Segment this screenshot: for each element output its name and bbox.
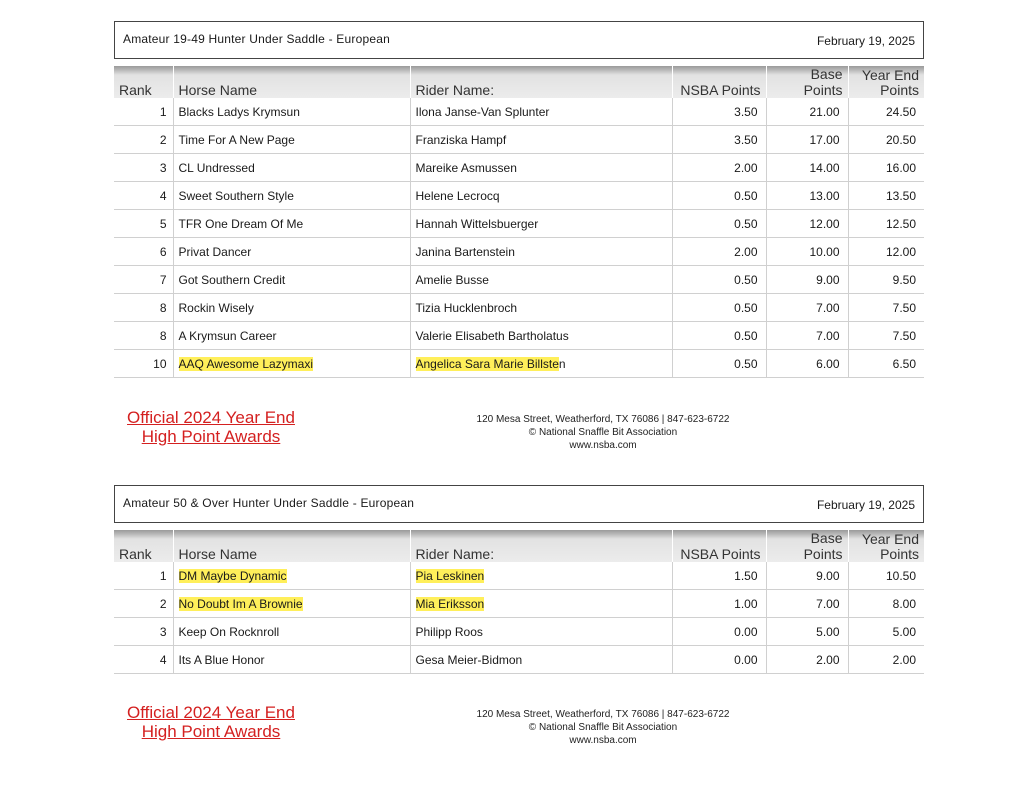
horse-cell: Time For A New Page	[173, 126, 410, 154]
nsba-points-cell: 0.50	[672, 266, 766, 294]
rider-cell: Philipp Roos	[410, 618, 672, 646]
header-rank: Rank	[114, 530, 173, 562]
base-points-cell: 12.00	[766, 210, 848, 238]
standings-table	[114, 530, 924, 674]
rank-cell: 3	[114, 154, 173, 182]
base-points-cell: 6.00	[766, 350, 848, 378]
base-points-cell: 7.00	[766, 294, 848, 322]
table-row	[114, 98, 924, 126]
class-title: Amateur 19-49 Hunter Under Saddle - European	[123, 32, 390, 46]
rank-cell: 10	[114, 350, 173, 378]
highlighted-rider-name: Mia Eriksson	[415, 596, 485, 611]
rider-cell: Amelie Busse	[410, 266, 672, 294]
base-points-cell: 17.00	[766, 126, 848, 154]
header-rider-name: Rider Name:	[410, 530, 672, 562]
association-contact	[418, 708, 788, 747]
nsba-points-cell: 3.50	[672, 98, 766, 126]
horse-cell: Blacks Ladys Krymsun	[173, 98, 410, 126]
table-row	[114, 126, 924, 154]
rank-cell: 2	[114, 590, 173, 618]
copyright-line: © National Snaffle Bit Association	[528, 722, 678, 733]
header-year-end-points: Year End Points	[848, 66, 924, 98]
highlighted-horse-name: DM Maybe Dynamic	[178, 568, 287, 583]
header-horse-name: Horse Name	[173, 530, 410, 562]
nsba-points-cell: 3.50	[672, 126, 766, 154]
table-row	[114, 294, 924, 322]
header-nsba-points: NSBA Points	[672, 66, 766, 98]
class-title-box	[114, 485, 924, 523]
table-header-row	[114, 66, 924, 98]
class-title: Amateur 50 & Over Hunter Under Saddle - European	[123, 496, 415, 510]
table-row	[114, 210, 924, 238]
year-end-awards-link[interactable]: Official 2024 Year End High Point Awards	[127, 408, 295, 446]
nsba-points-cell: 0.50	[672, 210, 766, 238]
rider-name-tail: n	[558, 356, 566, 371]
standings-table	[114, 66, 924, 378]
table-row	[114, 618, 924, 646]
rider-cell: Hannah Wittelsbuerger	[410, 210, 672, 238]
table-row	[114, 266, 924, 294]
base-points-cell: 9.00	[766, 562, 848, 590]
highlighted-horse-name: AAQ Awesome Lazymaxi	[178, 356, 314, 371]
header-horse-name: Horse Name	[173, 66, 410, 98]
rider-cell: Mareike Asmussen	[410, 154, 672, 182]
horse-cell	[173, 562, 410, 590]
rider-cell: Gesa Meier-Bidmon	[410, 646, 672, 674]
nsba-points-cell: 0.50	[672, 182, 766, 210]
base-points-cell: 7.00	[766, 590, 848, 618]
rank-cell: 8	[114, 322, 173, 350]
year-end-points-cell: 7.50	[848, 294, 924, 322]
rider-cell: Valerie Elisabeth Bartholatus	[410, 322, 672, 350]
horse-cell: Privat Dancer	[173, 238, 410, 266]
rider-cell	[410, 562, 672, 590]
base-points-cell: 10.00	[766, 238, 848, 266]
highlighted-horse-name: No Doubt Im A Brownie	[178, 596, 303, 611]
website-line: www.nsba.com	[569, 440, 637, 451]
table-row-highlighted	[114, 590, 924, 618]
rider-cell	[410, 590, 672, 618]
rank-cell: 4	[114, 182, 173, 210]
table-row	[114, 322, 924, 350]
table-row	[114, 182, 924, 210]
nsba-points-cell: 1.50	[672, 562, 766, 590]
address-line: 120 Mesa Street, Weatherford, TX 76086 | 847-623-6722	[476, 414, 730, 425]
year-end-points-cell: 20.50	[848, 126, 924, 154]
nsba-points-cell: 0.00	[672, 646, 766, 674]
horse-cell: TFR One Dream Of Me	[173, 210, 410, 238]
base-points-cell: 7.00	[766, 322, 848, 350]
horse-cell	[173, 590, 410, 618]
rank-cell: 4	[114, 646, 173, 674]
year-end-points-cell: 5.00	[848, 618, 924, 646]
header-year-end-points: Year End Points	[848, 530, 924, 562]
base-points-cell: 13.00	[766, 182, 848, 210]
base-points-cell: 2.00	[766, 646, 848, 674]
class-date: February 19, 2025	[816, 498, 915, 512]
table-header-row	[114, 530, 924, 562]
header-base-points: Base Points	[766, 530, 848, 562]
year-end-points-cell: 7.50	[848, 322, 924, 350]
horse-cell: CL Undressed	[173, 154, 410, 182]
base-points-cell: 9.00	[766, 266, 848, 294]
header-nsba-points: NSBA Points	[672, 530, 766, 562]
header-rider-name: Rider Name:	[410, 66, 672, 98]
table-row	[114, 646, 924, 674]
rider-cell: Janina Bartenstein	[410, 238, 672, 266]
rider-cell	[410, 350, 672, 378]
year-end-points-cell: 6.50	[848, 350, 924, 378]
rank-cell: 2	[114, 126, 173, 154]
nsba-points-cell: 2.00	[672, 238, 766, 266]
table-row-highlighted	[114, 350, 924, 378]
horse-cell: A Krymsun Career	[173, 322, 410, 350]
table-row-highlighted	[114, 562, 924, 590]
table-row	[114, 154, 924, 182]
year-end-points-cell: 24.50	[848, 98, 924, 126]
header-rank: Rank	[114, 66, 173, 98]
year-end-points-cell: 9.50	[848, 266, 924, 294]
rider-cell: Franziska Hampf	[410, 126, 672, 154]
copyright-line: © National Snaffle Bit Association	[528, 427, 678, 438]
base-points-cell: 21.00	[766, 98, 848, 126]
year-end-points-cell: 2.00	[848, 646, 924, 674]
year-end-points-cell: 12.50	[848, 210, 924, 238]
rider-cell: Ilona Janse-Van Splunter	[410, 98, 672, 126]
horse-cell: Its A Blue Honor	[173, 646, 410, 674]
rider-cell: Helene Lecrocq	[410, 182, 672, 210]
year-end-points-cell: 12.00	[848, 238, 924, 266]
base-points-cell: 14.00	[766, 154, 848, 182]
rank-cell: 5	[114, 210, 173, 238]
rank-cell: 1	[114, 562, 173, 590]
year-end-points-cell: 13.50	[848, 182, 924, 210]
class-title-box	[114, 21, 924, 59]
horse-cell: Sweet Southern Style	[173, 182, 410, 210]
nsba-points-cell: 0.50	[672, 322, 766, 350]
horse-cell: Rockin Wisely	[173, 294, 410, 322]
horse-cell: Got Southern Credit	[173, 266, 410, 294]
rank-cell: 3	[114, 618, 173, 646]
rank-cell: 7	[114, 266, 173, 294]
class-date: February 19, 2025	[816, 34, 915, 48]
year-end-points-cell: 16.00	[848, 154, 924, 182]
year-end-points-cell: 10.50	[848, 562, 924, 590]
rank-cell: 6	[114, 238, 173, 266]
rider-cell: Tizia Hucklenbroch	[410, 294, 672, 322]
highlighted-rider-name: Pia Leskinen	[415, 568, 485, 583]
association-contact	[418, 413, 788, 452]
nsba-points-cell: 0.50	[672, 294, 766, 322]
year-end-points-cell: 8.00	[848, 590, 924, 618]
address-line: 120 Mesa Street, Weatherford, TX 76086 | 847-623-6722	[476, 709, 730, 720]
table-row	[114, 238, 924, 266]
nsba-points-cell: 0.50	[672, 350, 766, 378]
rank-cell: 8	[114, 294, 173, 322]
website-line: www.nsba.com	[569, 735, 637, 746]
rank-cell: 1	[114, 98, 173, 126]
year-end-awards-link[interactable]: Official 2024 Year End High Point Awards	[127, 703, 295, 741]
nsba-points-cell: 0.00	[672, 618, 766, 646]
highlighted-rider-name: Angelica Sara Marie Billste	[415, 356, 559, 371]
header-base-points: Base Points	[766, 66, 848, 98]
nsba-points-cell: 1.00	[672, 590, 766, 618]
horse-cell: Keep On Rocknroll	[173, 618, 410, 646]
base-points-cell: 5.00	[766, 618, 848, 646]
nsba-points-cell: 2.00	[672, 154, 766, 182]
horse-cell	[173, 350, 410, 378]
